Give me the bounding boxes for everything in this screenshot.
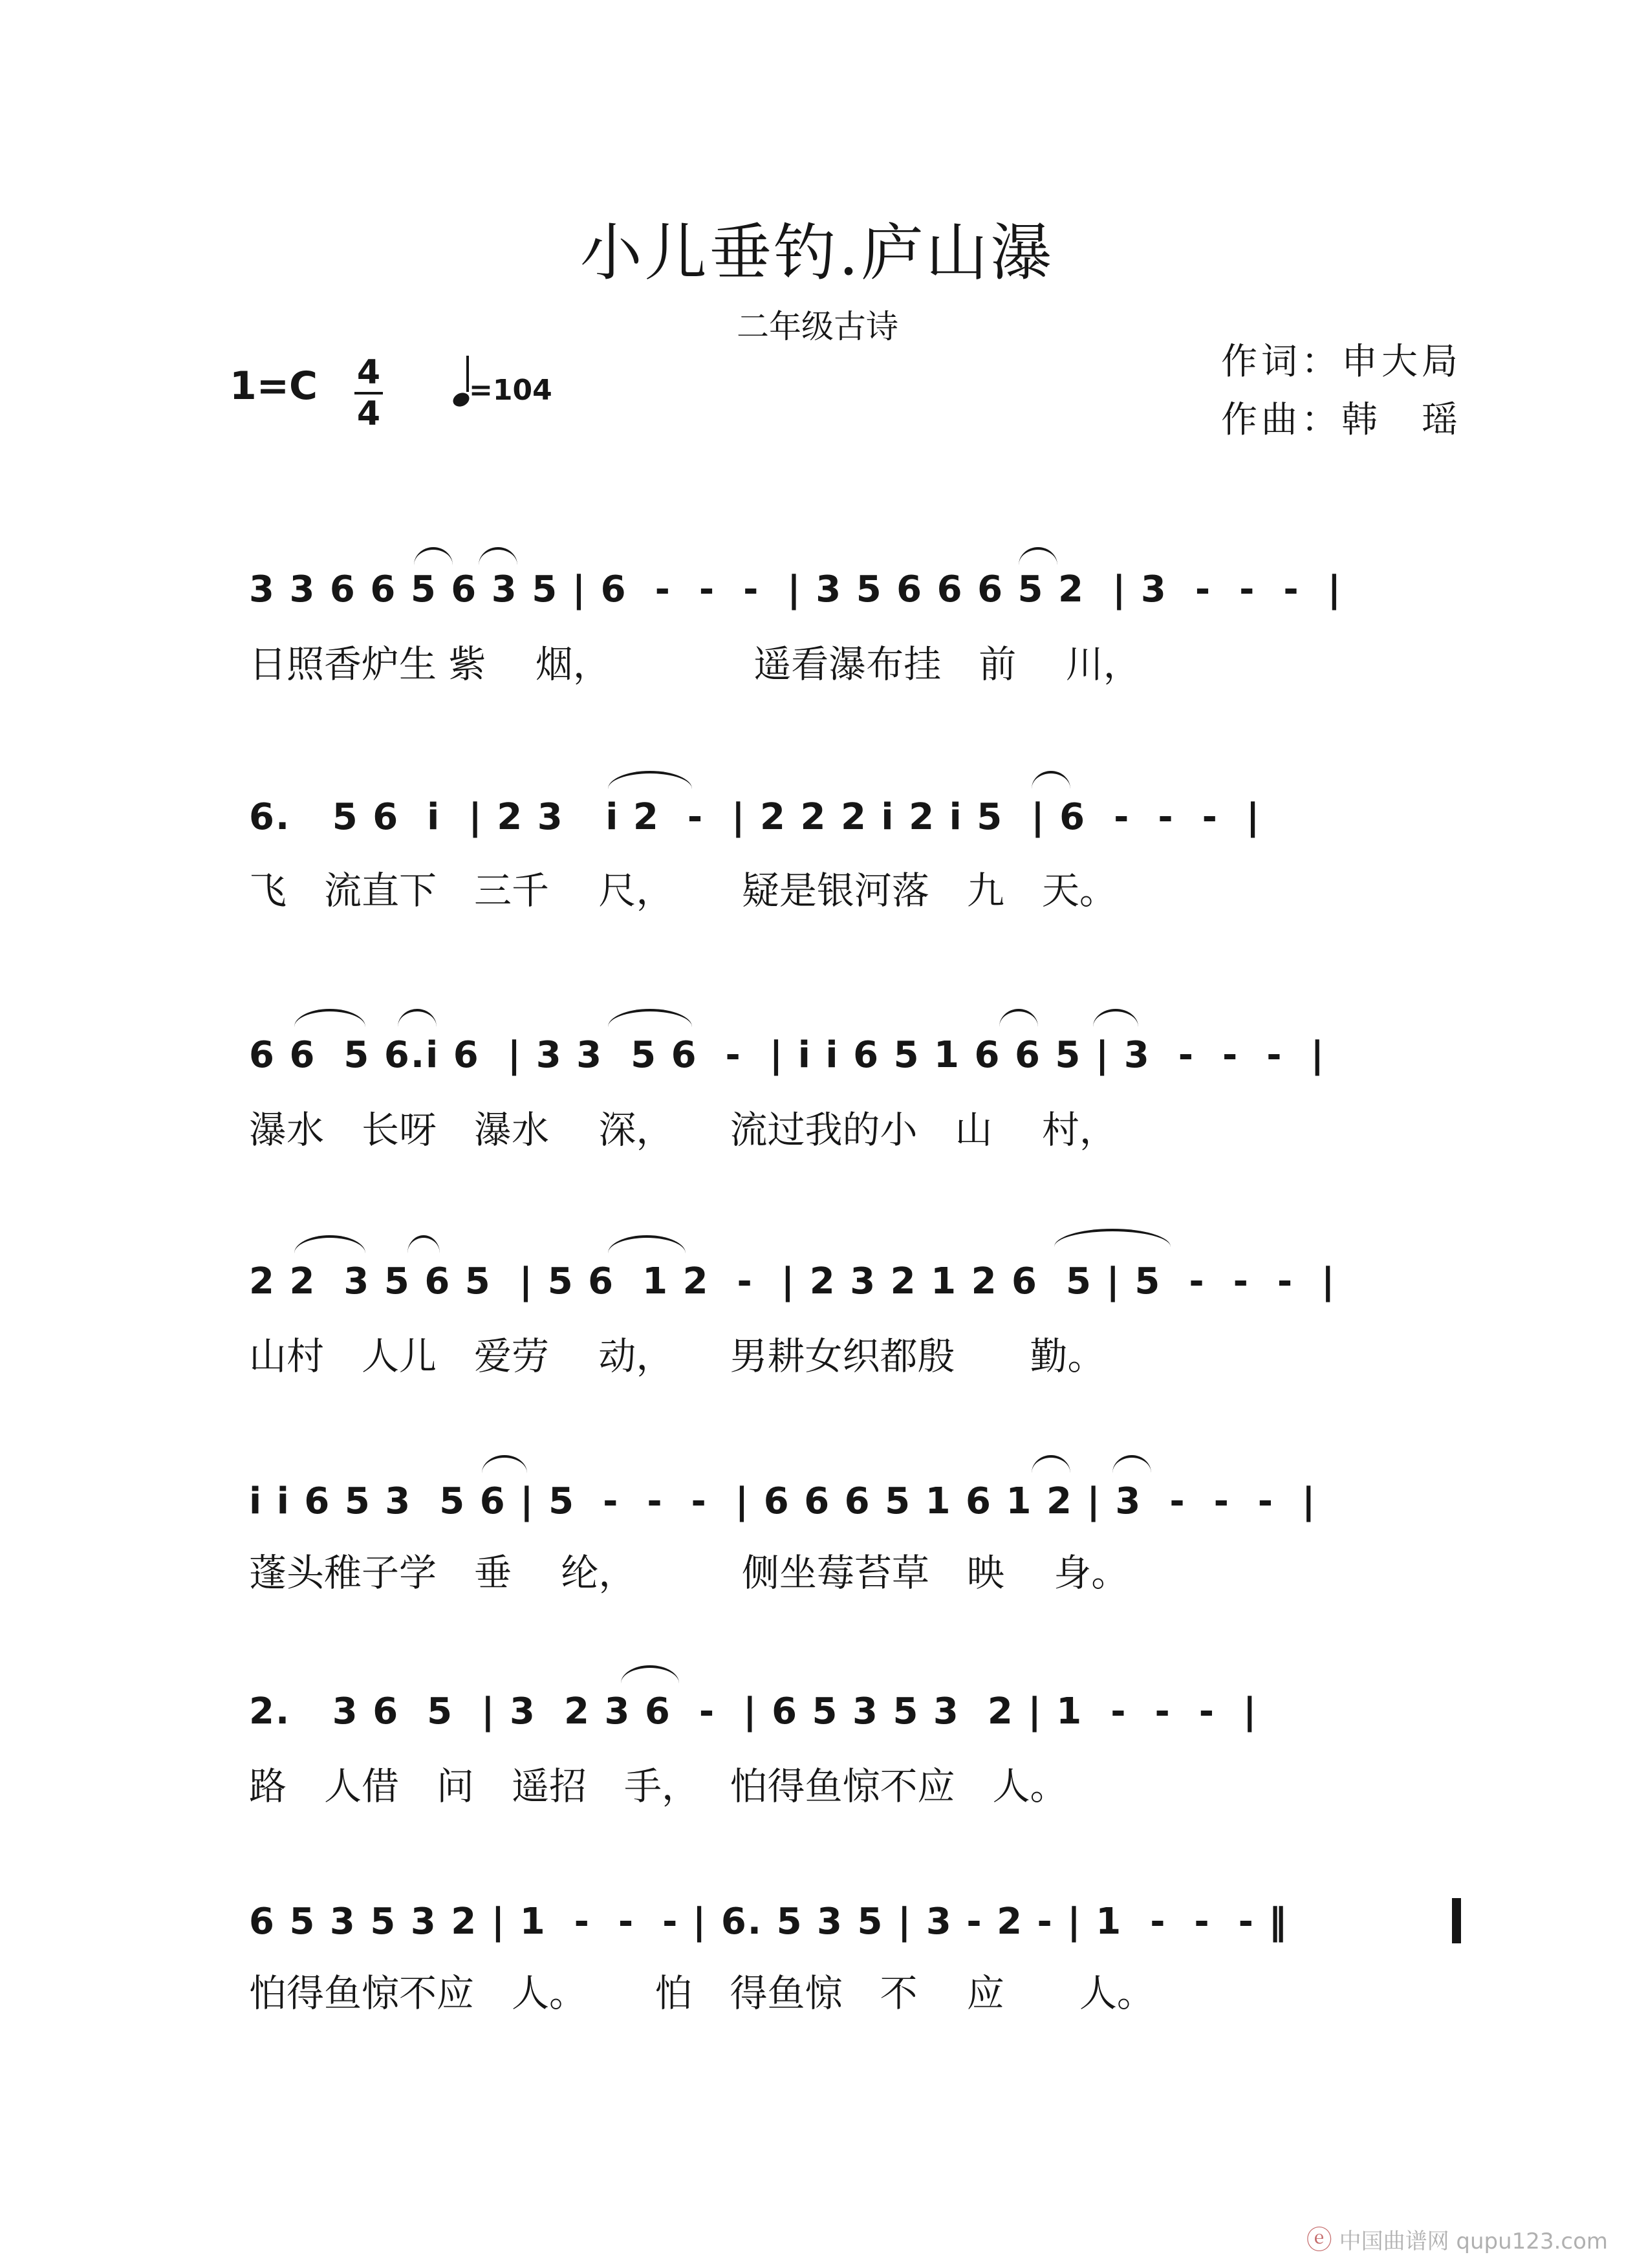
notation-row-1: 3 3 6 6 5 6 3 5 | 6 - - - | 3 5 6 6 6 5 2 | 3 - - - | bbox=[249, 568, 1343, 610]
notation-row-6: 2. 3 6 5 | 3 2 3 6 - | 6 5 3 5 3 2 | 1 - - - | bbox=[249, 1690, 1258, 1733]
slur-mark bbox=[608, 1235, 686, 1253]
slur-mark bbox=[1054, 1229, 1171, 1247]
site-logo-icon: ⓔ bbox=[1306, 2225, 1332, 2255]
slur-mark bbox=[999, 1009, 1038, 1027]
notation-row-7: 6 5 3 5 3 2 | 1 - - - | 6. 5 3 5 | 3 - 2 - | 1 - - - ‖ bbox=[249, 1901, 1288, 1943]
composer-credit: 作曲：韩 瑶 bbox=[1221, 399, 1462, 441]
notation-row-4: 2 2 3 5 6 5 | 5 6 1 2 - | 2 3 2 1 2 6 5 | 5 - - - | bbox=[249, 1260, 1336, 1302]
tempo-mark bbox=[453, 363, 552, 407]
slur-mark bbox=[398, 1009, 437, 1027]
slur-mark bbox=[1019, 547, 1057, 565]
slur-mark bbox=[1032, 771, 1070, 789]
notation-row-2: 6. 5 6 i | 2 3 i 2 - | 2 2 2 i 2 i 5 | 6 - - - | bbox=[249, 796, 1261, 838]
lyrics-row-5: 蓬头稚子学 垂 纶， 侧坐莓苔草 映 身。 bbox=[249, 1551, 1129, 1595]
slur-mark bbox=[414, 547, 453, 565]
slur-mark bbox=[608, 1009, 692, 1027]
watermark-text: 中国曲谱网 qupu123.com bbox=[1339, 2229, 1608, 2254]
lyrics-row-4: 山村 人儿 爱劳 动， 男耕女织都殷 勤。 bbox=[249, 1334, 1105, 1378]
slur-mark bbox=[407, 1235, 440, 1253]
meter-top: 4 bbox=[356, 353, 381, 392]
lyricist-credit: 作词：申大局 bbox=[1221, 341, 1462, 383]
notation-row-3: 6 6 5 6.i 6 | 3 3 5 6 - | i i 6 5 1 6 6 5 | 3 - - - | bbox=[249, 1034, 1325, 1076]
meter-bottom: 4 bbox=[356, 394, 381, 433]
slur-mark bbox=[608, 771, 692, 789]
lyrics-row-7: 怕得鱼惊不应 人。 怕 得鱼惊 不 应 人。 bbox=[249, 1971, 1154, 2015]
time-signature bbox=[354, 354, 383, 432]
lyrics-row-1: 日照香炉生 紫 烟， 遥看瀑布挂 前 川， bbox=[249, 642, 1141, 686]
song-title: 小儿垂钓.庐山瀑 bbox=[579, 217, 1056, 289]
slur-mark bbox=[482, 1455, 527, 1473]
slur-mark bbox=[479, 547, 517, 565]
lyrics-row-3: 瀑水 长呀 瀑水 深， 流过我的小 山 村， bbox=[249, 1108, 1117, 1152]
slur-mark bbox=[621, 1665, 679, 1683]
slur-mark bbox=[1093, 1009, 1138, 1027]
slur-mark bbox=[1112, 1455, 1151, 1473]
note-stem bbox=[466, 356, 469, 392]
tempo-value: =104 bbox=[469, 374, 552, 407]
slur-mark bbox=[294, 1235, 365, 1253]
slur-mark bbox=[1032, 1455, 1070, 1473]
notation-row-5: i i 6 5 3 5 6 | 5 - - - | 6 6 6 5 1 6 1 2 | 3 - - - | bbox=[249, 1480, 1317, 1522]
subtitle: 二年级古诗 bbox=[737, 308, 898, 345]
lyrics-row-6: 路 人借 问 遥招 手， 怕得鱼惊不应 人。 bbox=[249, 1764, 1068, 1808]
site-watermark bbox=[1306, 2219, 1608, 2256]
final-barline bbox=[1452, 1898, 1461, 1943]
lyrics-row-2: 飞 流直下 三千 尺， 疑是银河落 九 天。 bbox=[249, 869, 1117, 913]
key-signature: 1=C bbox=[230, 363, 318, 409]
slur-mark bbox=[294, 1009, 365, 1027]
